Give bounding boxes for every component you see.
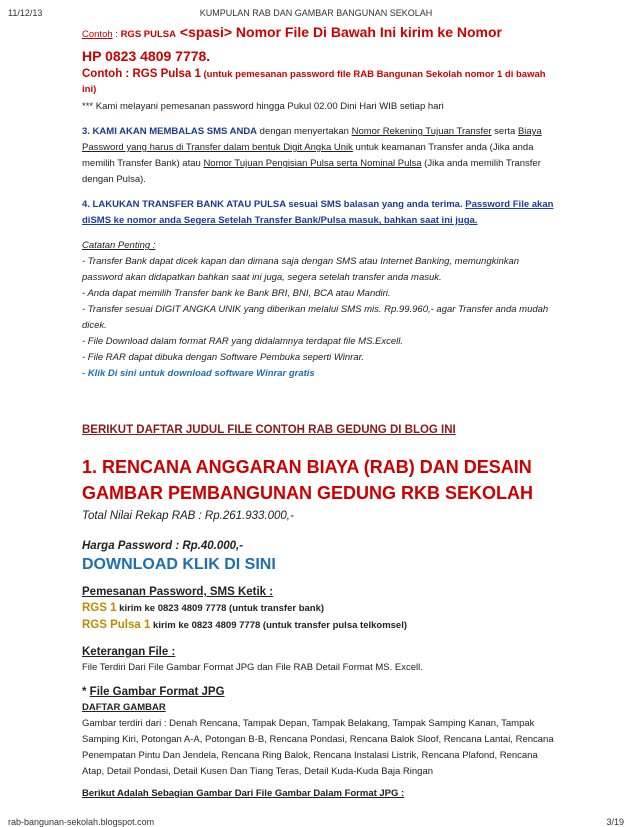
file-list-heading: BERIKUT DAFTAR JUDUL FILE CONTOH RAB GEDUNG DI BLOG INI — [82, 424, 456, 436]
note-item: - File Download dalam format RAR yang didalamnya terdapat file MS.Excell. — [82, 336, 404, 347]
rgs-pulsa-keyword: RGS PULSA — [120, 29, 176, 40]
order-rgs-pulsa-1: RGS Pulsa 1 kirim ke 0823 4809 7778 (untuk transfer pulsa telkomsel) — [82, 619, 408, 631]
note-item: - Anda dapat memilih Transfer bank ke Bank BRI, BNI, BCA atau Mandiri. — [82, 288, 391, 299]
total-rab-value: Total Nilai Rekap RAB : Rp.261.933.000,- — [82, 510, 294, 522]
item-1-title: 1. RENCANA ANGGARAN BIAYA (RAB) DAN DESAIN GAMBAR PEMBANGUNAN GEDUNG RKB SEKOLAH — [82, 457, 534, 503]
download-link[interactable]: DOWNLOAD KLIK DI SINI — [82, 556, 276, 573]
file-info-title: Keterangan File : — [82, 646, 176, 658]
drawing-list-title: DAFTAR GAMBAR — [82, 702, 166, 713]
example-line-1: Contoh : RGS PULSA <spasi> Nomor File Di Bawah Ini kirim ke Nomor — [82, 24, 502, 40]
example-line-2: Contoh : RGS Pulsa 1 (untuk pemesanan password file RAB Bangunan Sekolah nomor 1 di bawah ini) — [82, 68, 546, 95]
drawing-list-text: Gambar terdiri dari : Denah Rencana, Tampak Depan, Tampak Belakang, Tampak Samping Kanan, Tampak Samping Kiri, Potongan A-A, Potongan B-B, Rencana Pondasi, Rencana Balok Sloof, Rencana Lantai, Rencana Penempatan Pintu Dan Jendela, Rencana Ring Balok, Rencana Instalasi Listrik, Rencana Plafond, Rencana Atap, Detail Pondasi, Detail Kusen Dan Tiang Teras, Detail Kuda-Kuda Baja Ringan — [82, 718, 554, 777]
order-title: Pemesanan Password, SMS Ketik : — [82, 586, 274, 598]
password-sms-link[interactable]: Password File akan diSMS ke nomor anda Segera Setelah Transfer Bank/Pulsa masuk, bahkan saat ini juga. — [82, 199, 554, 226]
note-item: - File RAR dapat dibuka dengan Software Pembuka seperti Winrar. — [82, 352, 365, 363]
order-rgs-1: RGS 1 kirim ke 0823 4809 7778 (untuk transfer bank) — [82, 602, 325, 614]
image-files-title: * File Gambar Format JPG — [82, 686, 225, 698]
blog-url: rab-bangunan-sekolah.blogspot.com — [8, 817, 155, 827]
note-item: - Transfer Bank dapat dicek kapan dan dimana saja dengan SMS atau Internet Banking, memungkinkan password akan didapatkan bahkan saat ini juga, segera setelah transfer anda masuk. — [82, 256, 520, 283]
example-instruction: <spasi> Nomor File Di Bawah Ini kirim ke Nomor — [176, 24, 502, 40]
print-date: 11/12/13 — [8, 8, 43, 18]
phone-number-line: HP 0823 4809 7778. — [82, 48, 211, 64]
note-item: - Transfer sesuai DIGIT ANGKA UNIK yang diberikan melalui SMS mis. Rp.99.960,- agar Transfer anda mudah dicek. — [82, 304, 549, 331]
rgs-pulsa-1: RGS Pulsa 1 — [132, 68, 201, 80]
page-number: 3/19 — [606, 817, 624, 827]
notes-title: Catatan Penting : — [82, 240, 156, 251]
step-4: 4. LAKUKAN TRANSFER BANK ATAU PULSA sesuai SMS balasan yang anda terima. Password File akan diSMS ke nomor anda Segera Setelah Transfer Bank/Pulsa masuk, bahkan saat ini juga. — [82, 199, 554, 226]
important-notes — [82, 238, 562, 382]
step-3: 3. KAMI AKAN MEMBALAS SMS ANDA dengan menyertakan Nomor Rekening Tujuan Transfer serta Biaya Password yang harus di Transfer dalam bentuk Digit Angka Unik untuk keamanan Transfer anda (Jika anda memilih Transfer Bank) atau Nomor Tujuan Pengisian Pulsa serta Nominal Pulsa (Jika anda memilih Transfer dengan Pulsa). — [82, 126, 542, 185]
document-title: KUMPULAN RAB DAN GAMBAR BANGUNAN SEKOLAH — [199, 8, 433, 18]
winrar-download-link[interactable]: Klik Di sini untuk download software Winrar gratis — [87, 368, 315, 379]
file-info-text: File Terdiri Dari File Gambar Format JPG dan File RAB Detail Format MS. Excell. — [82, 662, 423, 673]
sample-images-title: Berikut Adalah Sebagian Gambar Dari File Gambar Dalam Format JPG : — [82, 788, 405, 799]
contoh-label: Contoh — [82, 29, 113, 40]
winrar-note: - Klik Di sini untuk download software Winrar gratis — [82, 368, 315, 379]
service-hours-note: *** Kami melayani pemesanan password hingga Pukul 02.00 Dini Hari WIB setiap hari — [82, 101, 444, 112]
password-price: Harga Password : Rp.40.000,- — [82, 540, 244, 552]
main-content — [82, 22, 562, 802]
